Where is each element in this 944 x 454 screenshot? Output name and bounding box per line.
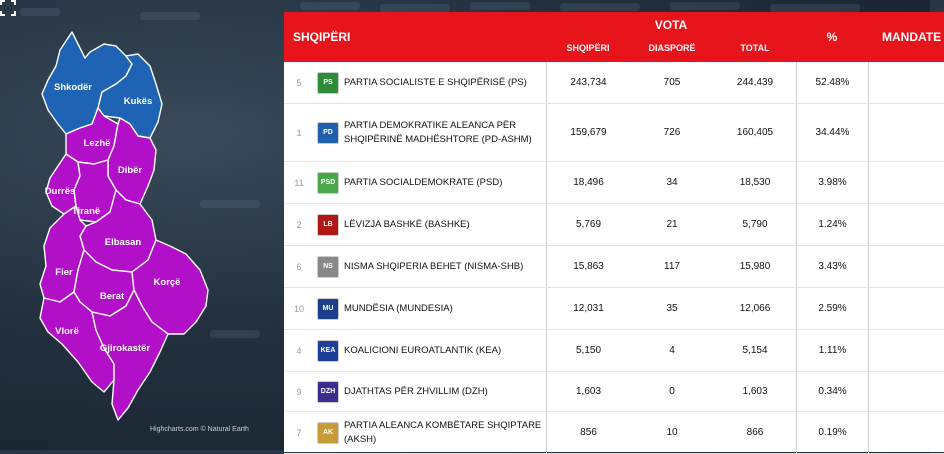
votes-shqiperi: 243,734 (546, 62, 630, 103)
party-logo-cell (316, 330, 340, 371)
votes-shqiperi: 856 (546, 412, 630, 453)
votes-total: 12,066 (739, 303, 771, 314)
header-diaspore: DIASPORË (648, 43, 696, 53)
table-row[interactable] (284, 288, 944, 330)
votes-shqiperi: 1,603 (546, 372, 630, 411)
label-korce: Korçë (153, 277, 181, 288)
votes-diaspore: 4 (669, 345, 675, 356)
votes-total: 5,790 (742, 219, 768, 230)
votes-total: 244,439 (736, 77, 774, 88)
party-number: 4 (296, 345, 302, 356)
table-row[interactable] (284, 104, 944, 162)
votes-diaspore: 705 (663, 77, 681, 88)
table-row[interactable] (284, 412, 944, 454)
mandates-cell (868, 372, 944, 411)
votes-shqiperi: 5,769 (546, 204, 630, 245)
votes-diaspore: 0 (669, 386, 675, 397)
fullscreen-icon[interactable] (0, 0, 16, 16)
votes-shqiperi: 12,031 (546, 288, 630, 329)
results-table (284, 12, 944, 452)
votes-diaspore: 21 (666, 219, 678, 230)
party-logo-cell (316, 412, 340, 453)
votes-total: 15,980 (739, 261, 771, 272)
table-header (284, 12, 944, 62)
party-logo: KEA (317, 340, 339, 362)
vote-percent: 1.24% (796, 204, 868, 245)
mandates-cell (868, 162, 944, 203)
table-row[interactable] (284, 204, 944, 246)
party-number: 2 (296, 219, 302, 230)
party-logo-cell (316, 288, 340, 329)
table-row[interactable] (284, 246, 944, 288)
vote-percent: 0.34% (796, 372, 868, 411)
votes-diaspore: 35 (666, 303, 678, 314)
votes-total: 866 (746, 427, 764, 438)
mandates-cell (868, 204, 944, 245)
albania-map (0, 0, 282, 450)
vote-percent: 52.48% (796, 62, 868, 103)
header-percent: % (826, 30, 838, 44)
party-logo: PSD (317, 172, 339, 194)
party-number: 10 (293, 303, 304, 314)
party-logo: PD (317, 122, 339, 144)
header-mandates: MANDATE (882, 30, 942, 44)
party-logo-cell (316, 104, 340, 161)
mandates-cell (868, 412, 944, 453)
votes-total: 18,530 (739, 177, 771, 188)
votes-total: 160,405 (736, 127, 774, 138)
label-durres: Durrës (44, 186, 76, 197)
label-tirane: Tiranë (71, 206, 101, 217)
label-elbasan: Elbasan (104, 237, 142, 248)
party-logo-cell (316, 162, 340, 203)
mandates-cell (868, 330, 944, 371)
votes-total: 1,603 (742, 386, 768, 397)
votes-shqiperi: 159,679 (546, 104, 630, 161)
party-name: DJATHTAS PËR ZHVILLIM (DZH) (344, 385, 488, 397)
party-logo: NS (317, 256, 339, 278)
region-durres[interactable] (46, 154, 80, 214)
votes-diaspore: 117 (664, 261, 680, 272)
party-number: 6 (296, 261, 302, 272)
votes-shqiperi: 5,150 (546, 330, 630, 371)
header-vota: VOTA (654, 18, 688, 32)
vote-percent: 0.19% (796, 412, 868, 453)
votes-diaspore: 34 (666, 177, 678, 188)
party-name: PARTIA SOCIALDEMOKRATE (PSD) (344, 176, 503, 188)
label-shkoder: Shkodër (53, 82, 93, 93)
party-logo-cell (316, 62, 340, 103)
mandates-cell (868, 288, 944, 329)
vote-percent: 3.98% (796, 162, 868, 203)
party-logo: LB (317, 214, 339, 236)
party-logo: DZH (317, 381, 339, 403)
label-berat: Berat (99, 291, 125, 302)
party-logo: AK (317, 422, 339, 444)
party-name: PARTIA ALEANCA KOMBËTARE SHQIPTARE (AKSH) (344, 419, 542, 445)
votes-shqiperi: 18,496 (546, 162, 630, 203)
party-name: LËVIZJA BASHKË (BASHKE) (344, 218, 470, 230)
party-number: 1 (296, 127, 302, 138)
label-diber: Dibër (117, 165, 143, 176)
party-name: MUNDËSIA (MUNDESIA) (344, 302, 453, 314)
mandates-cell (868, 246, 944, 287)
party-logo: MU (317, 298, 339, 320)
label-vlore: Vlorë (55, 326, 79, 337)
party-number: 9 (296, 386, 302, 397)
table-row[interactable] (284, 162, 944, 204)
party-number: 7 (296, 427, 302, 438)
vote-percent: 3.43% (796, 246, 868, 287)
party-name: PARTIA DEMOKRATIKE ALEANCA PËR SHQIPËRINË MADHËSHTORE (PD-ASHM) (344, 119, 532, 145)
party-number: 11 (294, 177, 304, 188)
votes-diaspore: 726 (663, 127, 681, 138)
party-logo: PS (317, 72, 339, 94)
party-logo-cell (316, 372, 340, 411)
table-row[interactable] (284, 372, 944, 412)
label-lezhe: Lezhë (83, 138, 111, 149)
mandates-cell (868, 104, 944, 161)
votes-total: 5,154 (742, 345, 768, 356)
label-fier: Fier (55, 267, 73, 278)
vote-percent: 34.44% (796, 104, 868, 161)
vote-percent: 2.59% (796, 288, 868, 329)
map-panel (0, 0, 282, 450)
party-name: KOALICIONI EUROATLANTIK (KEA) (344, 344, 502, 356)
party-name: NISMA SHQIPERIA BEHET (NISMA-SHB) (344, 260, 524, 272)
label-gjirokaster: Gjirokastër (99, 343, 151, 354)
label-kukes: Kukës (123, 96, 153, 107)
votes-diaspore: 10 (666, 427, 678, 438)
header-shqiperi: SHQIPËRI (566, 43, 610, 53)
mandates-cell (868, 62, 944, 103)
party-name: PARTIA SOCIALISTE E SHQIPËRISË (PS) (344, 76, 527, 88)
table-row[interactable] (284, 62, 944, 104)
table-row[interactable] (284, 330, 944, 372)
party-logo-cell (316, 204, 340, 245)
map-credit[interactable]: Highcharts.com © Natural Earth (150, 426, 249, 433)
votes-shqiperi: 15,863 (546, 246, 630, 287)
party-logo-cell (316, 246, 340, 287)
header-total: TOTAL (740, 43, 770, 53)
header-party: SHQIPËRI (293, 30, 351, 44)
vote-percent: 1.11% (796, 330, 868, 371)
party-number: 5 (296, 77, 302, 88)
